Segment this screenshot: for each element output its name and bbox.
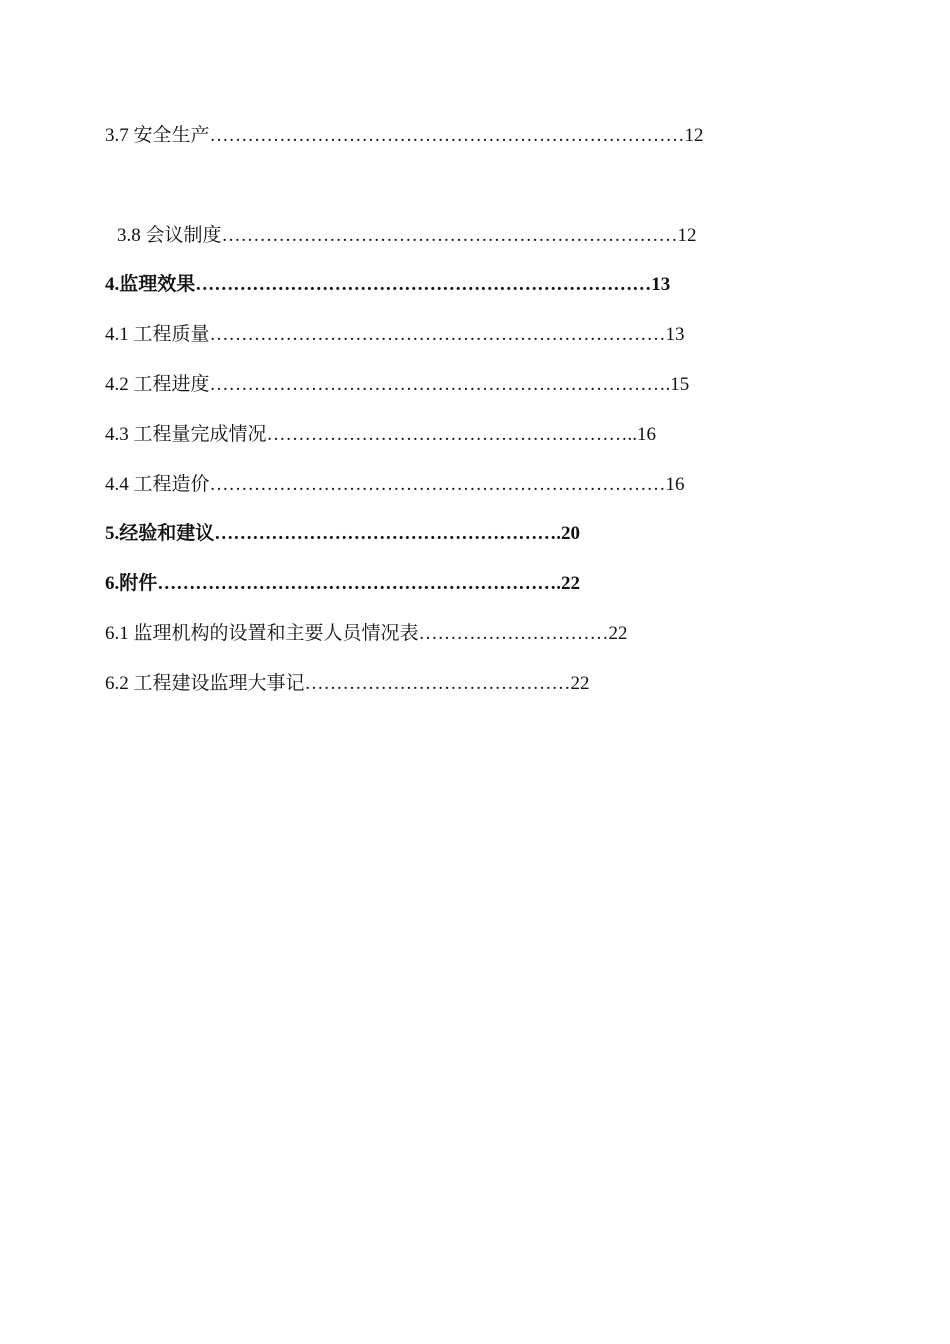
toc-title: 工程质量 (133, 324, 210, 345)
toc-page-number: 22 (570, 673, 590, 694)
toc-leader-dots: ……………………………………………………………… (195, 274, 652, 295)
toc-entry-4-2[interactable] (105, 373, 689, 397)
toc-title: 经验和建议 (119, 523, 215, 544)
toc-page-number: 20 (561, 523, 581, 544)
toc-title: 工程建设监理大事记 (133, 673, 305, 694)
toc-number: 4.3 (105, 424, 134, 445)
toc-page-number: 16 (665, 474, 685, 495)
toc-entry-6[interactable] (105, 572, 580, 596)
toc-page-number: 22 (561, 573, 581, 594)
toc-entry-4-4[interactable] (105, 473, 685, 497)
toc-number: 6.1 (105, 623, 134, 644)
toc-title: 安全生产 (133, 125, 210, 146)
toc-entry-3-7[interactable] (105, 124, 704, 148)
toc-title: 监理机构的设置和主要人员情况表 (133, 623, 419, 644)
toc-page-number: 13 (651, 274, 671, 295)
toc-leader-dots: ………………………… (418, 623, 609, 644)
toc-number: 6.2 (105, 673, 134, 694)
toc-number: 4.4 (105, 474, 134, 495)
toc-entry-6-1[interactable] (105, 622, 628, 646)
toc-leader-dots: ……………………………………………………………… (209, 324, 666, 345)
toc-leader-dots: ………………………………………………. (214, 523, 562, 544)
toc-title: 监理效果 (119, 274, 196, 295)
toc-number: 3.8 (117, 225, 146, 246)
toc-title: 工程进度 (133, 374, 210, 395)
toc-leader-dots: ………………………………………………………. (157, 573, 562, 594)
toc-leader-dots: ………………………………………………….. (266, 424, 638, 445)
toc-number: 4. (105, 274, 120, 295)
toc-number: 4.1 (105, 324, 134, 345)
toc-title: 附件 (119, 573, 158, 594)
toc-entry-4-1[interactable] (105, 323, 685, 347)
toc-entry-4-3[interactable] (105, 423, 656, 447)
toc-leader-dots: ………………………………………………………………. (209, 374, 671, 395)
toc-entry-4[interactable] (105, 273, 670, 297)
toc-entry-6-2[interactable] (105, 672, 590, 696)
toc-leader-dots: ……………………………………………………………… (221, 225, 678, 246)
toc-entry-3-8[interactable] (117, 224, 697, 248)
toc-page-number: 12 (684, 125, 704, 146)
toc-page-number: 16 (637, 424, 657, 445)
toc-leader-dots: …………………………………… (304, 673, 571, 694)
toc-entry-5[interactable] (105, 522, 580, 546)
toc-page-number: 12 (677, 225, 697, 246)
toc-leader-dots: ………………………………………………………………… (209, 125, 685, 146)
toc-title: 会议制度 (145, 225, 222, 246)
toc-number: 5. (105, 523, 120, 544)
toc-number: 6. (105, 573, 120, 594)
toc-page-number: 15 (670, 374, 690, 395)
toc-leader-dots: ……………………………………………………………… (209, 474, 666, 495)
toc-page-number: 22 (608, 623, 628, 644)
toc-title: 工程量完成情况 (133, 424, 267, 445)
toc-number: 4.2 (105, 374, 134, 395)
toc-page-number: 13 (665, 324, 685, 345)
toc-title: 工程造价 (133, 474, 210, 495)
toc-number: 3.7 (105, 125, 134, 146)
